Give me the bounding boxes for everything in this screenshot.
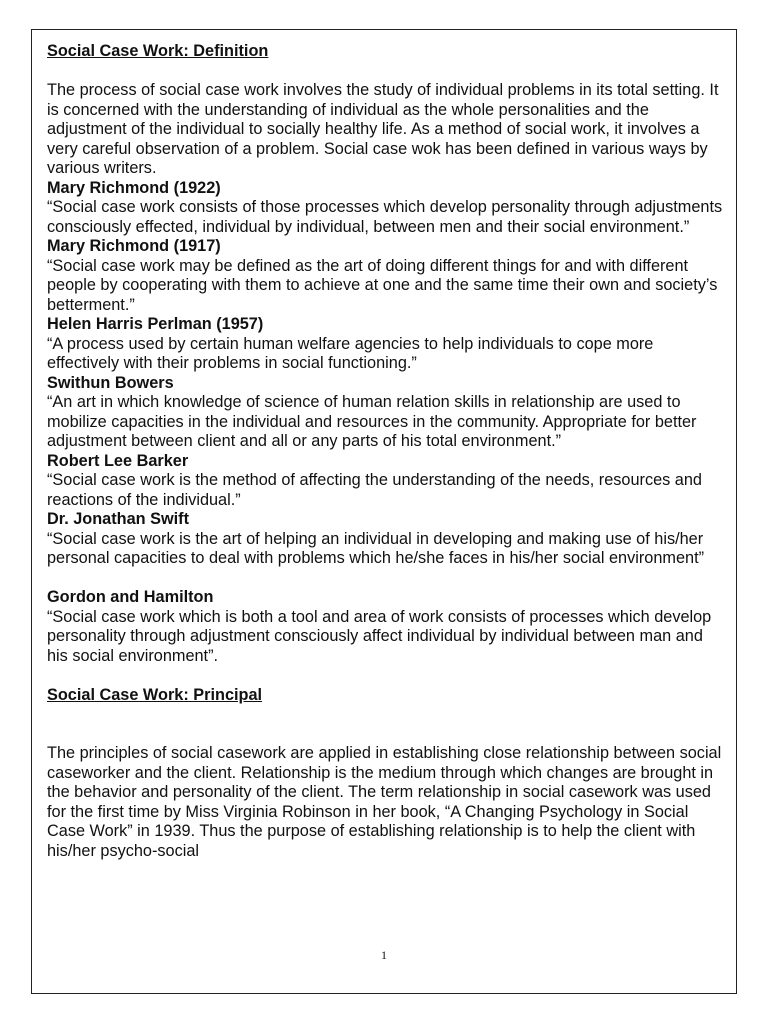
quote-jonathan-swift: “Social case work is the art of helping an individual in developing and making use of his/her personal capacities to deal with problems which he/she faces in his/her social environment” bbox=[47, 529, 705, 567]
quote-robert-lee-barker: “Social case work is the method of affecting the understanding of the needs, resources and reactions of the individual.” bbox=[47, 471, 702, 509]
page-number: 1 bbox=[381, 948, 387, 962]
author-robert-lee-barker: Robert Lee Barker bbox=[47, 451, 189, 470]
principal-heading: Social Case Work: Principal bbox=[47, 685, 263, 704]
author-mary-richmond-1917: Mary Richmond (1917) bbox=[47, 237, 221, 255]
author-mary-richmond-1922: Mary Richmond (1922) bbox=[47, 178, 221, 197]
definition-intro: The process of social case work involves the study of individual problems in its total setting. It is concerned with the understanding of individual as the whole personalities and the adjustment of the individual to socially healthy life. As a method of social work, it involves a very careful observation of a problem. Social case wok has been defined in various ways by various writers. bbox=[47, 81, 719, 177]
spacer bbox=[47, 62, 727, 82]
author-swithun-bowers: Swithun Bowers bbox=[47, 373, 174, 392]
quote-gordon-and-hamilton: “Social case work which is both a tool and area of work consists of processes which develop personality through adjustment consciously affect individual by individual between man and his social environment”. bbox=[47, 607, 712, 665]
quote-mary-richmond-1917: “Social case work may be defined as the art of doing different things for and with different people by cooperating with them to achieve at one and the same time their own and society’s betterment.” bbox=[47, 256, 718, 314]
quote-swithun-bowers: “An art in which knowledge of science of human relation skills in relationship are used to mobilize capacities in the individual and resources in the community. Appropriate for better adjustment between client and all or any parts of his total environment.” bbox=[47, 393, 697, 450]
principal-body: The principles of social casework are applied in establishing close relationship between social caseworker and the client. Relationship is the medium through which changes are brought in the behavior and personality of the client. The term relationship in social casework was used for the first time by Miss Virginia Robinson in her book, “A Changing Psychology in Social Case Work” in 1939. Thus the purpose of establishing relationship is to help the client with his/her psycho-social bbox=[47, 744, 722, 860]
definition-heading: Social Case Work: Definition bbox=[47, 42, 269, 60]
quote-mary-richmond-1922: “Social case work consists of those processes which develop personality through adjustments consciously effected, individual by individual, between men and their social environment.” bbox=[47, 198, 723, 236]
author-helen-harris-perlman: Helen Harris Perlman (1957) bbox=[47, 315, 264, 333]
author-jonathan-swift: Dr. Jonathan Swift bbox=[47, 510, 190, 528]
author-gordon-and-hamilton: Gordon and Hamilton bbox=[47, 588, 214, 606]
spacer bbox=[47, 666, 727, 686]
spacer bbox=[47, 569, 727, 589]
document-body bbox=[47, 42, 727, 861]
spacer bbox=[47, 705, 727, 744]
quote-helen-harris-perlman: “A process used by certain human welfare agencies to help individuals to cope more effectively with their problems in social functioning.” bbox=[47, 334, 654, 372]
